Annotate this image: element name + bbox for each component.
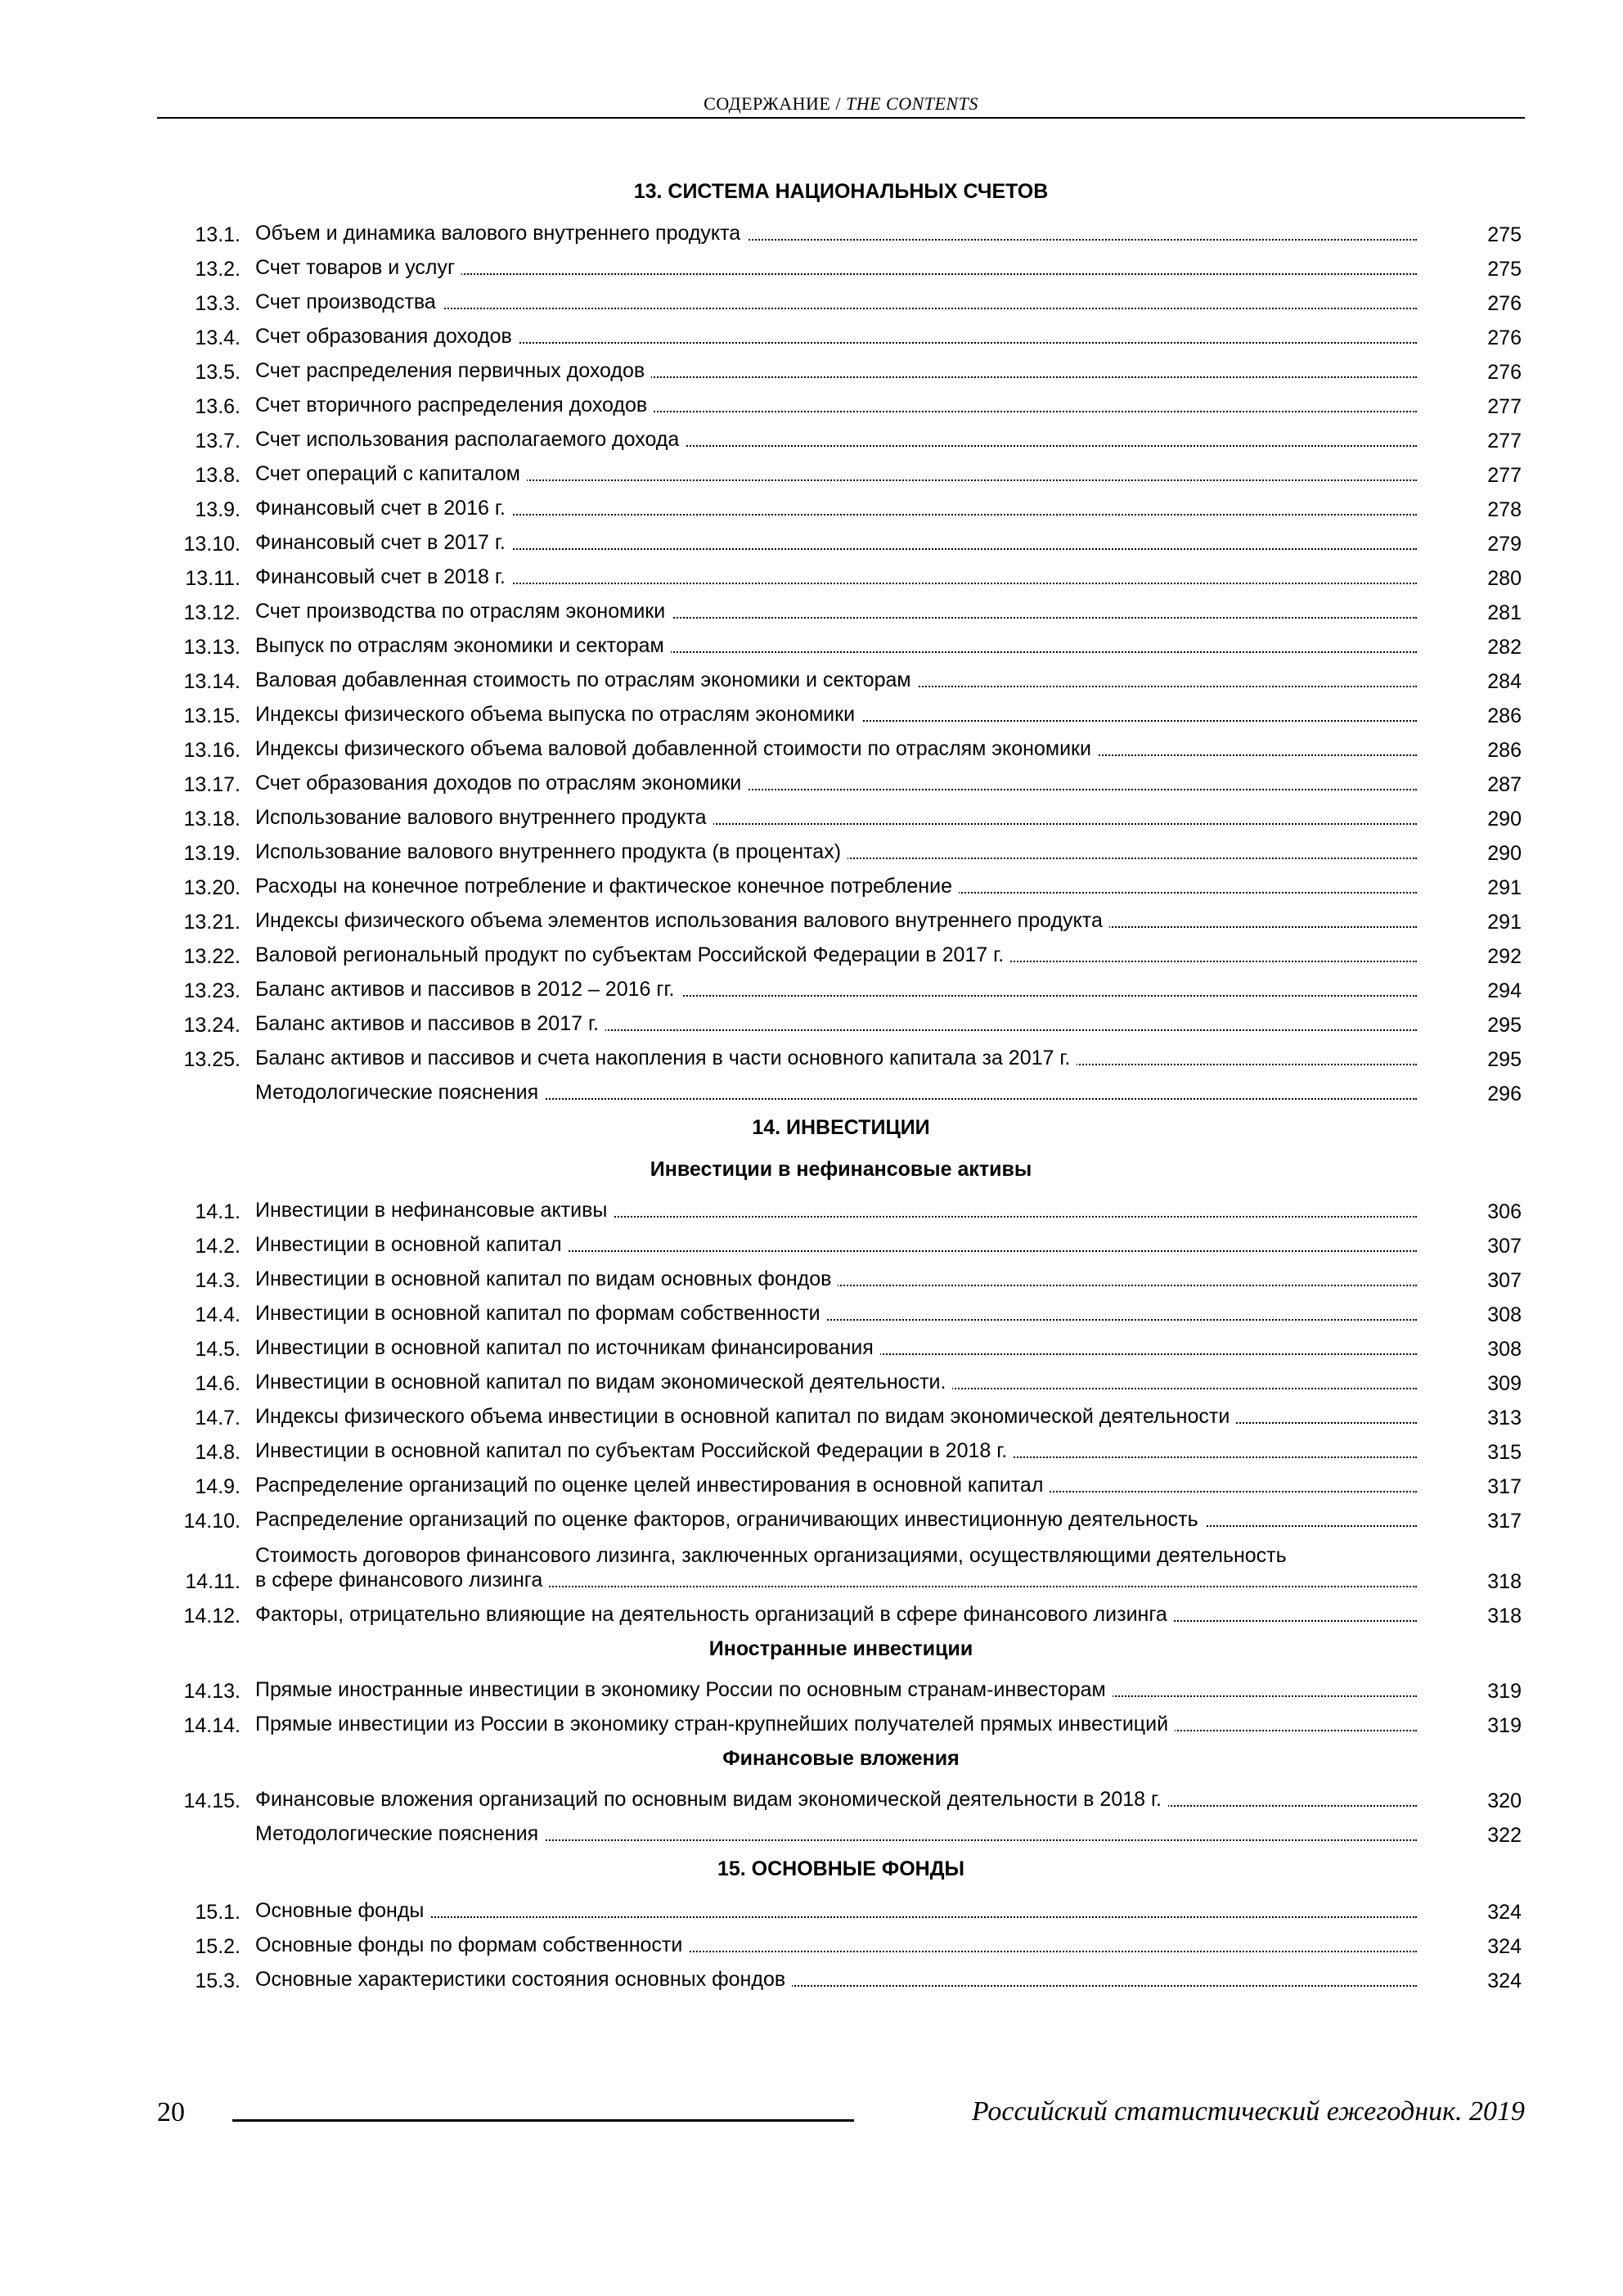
toc-entry-title-leader	[255, 1933, 1417, 1959]
toc-entry[interactable]	[157, 488, 1525, 522]
toc-entry-title: Индексы физического объема элементов использования валового внутреннего продукта	[255, 909, 1109, 932]
toc-entry-page: 278	[1487, 498, 1522, 521]
table-of-contents	[157, 170, 1525, 1993]
toc-entry[interactable]	[157, 1293, 1525, 1327]
toc-entry-title-leader	[255, 1301, 1417, 1327]
toc-entry[interactable]	[157, 1396, 1525, 1430]
toc-entry[interactable]	[157, 213, 1525, 247]
toc-entry-number: 14.13.	[183, 1680, 241, 1703]
toc-entry-title: Баланс активов и пассивов и счета накопления в части основного капитала за 2017 г.	[255, 1047, 1077, 1069]
toc-entry-number: 13.21.	[183, 911, 241, 934]
section-title: 14. ИНВЕСТИЦИИ	[752, 1116, 930, 1139]
toc-entry-title: Объем и динамика валового внутреннего продукта	[255, 222, 747, 245]
toc-entry-number: 13.13.	[183, 636, 241, 659]
toc-entry-title-leader	[255, 496, 1417, 522]
toc-entry-title: Инвестиции в основной капитал по видам экономической деятельности.	[255, 1371, 952, 1393]
toc-entry-page: 317	[1487, 1510, 1522, 1533]
section-title: 15. ОСНОВНЫЕ ФОНДЫ	[717, 1857, 965, 1880]
toc-entry-title: Индексы физического объема выпуска по отраслям экономики	[255, 703, 861, 726]
toc-entry-title: Финансовый счет в 2016 г.	[255, 497, 512, 520]
toc-entry-title-leader	[255, 1046, 1417, 1072]
toc-entry-page: 324	[1487, 1901, 1522, 1924]
toc-entry[interactable]	[157, 934, 1525, 969]
toc-entry[interactable]	[157, 1669, 1525, 1704]
toc-entry-title-leader	[255, 1787, 1417, 1813]
toc-entry-number: 14.11.	[185, 1570, 241, 1593]
toc-entry[interactable]	[157, 1779, 1525, 1813]
toc-entry-page: 308	[1487, 1303, 1522, 1326]
toc-entry-title-leader	[255, 840, 1417, 866]
toc-entry-page: 320	[1487, 1790, 1522, 1812]
toc-entry-page: 295	[1487, 1048, 1522, 1071]
running-head	[157, 93, 1525, 115]
toc-entry-page: 292	[1487, 945, 1522, 968]
toc-entry-page: 294	[1487, 979, 1522, 1002]
toc-entry-title-leader	[255, 874, 1417, 900]
toc-entry-title: Основные фонды	[255, 1899, 430, 1922]
toc-entry[interactable]	[157, 797, 1525, 831]
toc-entry-title: Стоимость договоров финансового лизинга, заключенных организациями, осуществляющими деятельность	[255, 1543, 1417, 1568]
toc-entry[interactable]	[157, 1038, 1525, 1072]
toc-entry-number: 15.2.	[195, 1935, 241, 1958]
toc-entry-number: 13.24.	[183, 1014, 241, 1037]
toc-entry-title: Инвестиции в основной капитал по формам собственности	[255, 1302, 827, 1325]
toc-entry-title-leader	[255, 1198, 1417, 1224]
toc-entry-title-leader	[255, 1011, 1417, 1038]
toc-entry[interactable]	[157, 1594, 1525, 1628]
footer-publication-title: Российский статистический ежегодник. 2019	[971, 2096, 1525, 2127]
toc-entry[interactable]	[157, 1190, 1525, 1224]
toc-entry-number: 15.3.	[195, 1970, 241, 1992]
toc-entry-page: 296	[1487, 1083, 1522, 1105]
toc-entry-title-leader	[255, 1712, 1417, 1738]
toc-entry-title-leader	[255, 805, 1417, 831]
toc-entry-page: 275	[1487, 258, 1522, 281]
toc-entry-page: 291	[1487, 911, 1522, 934]
toc-entry-number: 14.14.	[183, 1714, 241, 1737]
toc-entry-title: Счет производства по отраслям экономики	[255, 600, 672, 623]
toc-entry-title: Выпуск по отраслям экономики и секторам	[255, 634, 671, 657]
toc-entry-number: 13.3.	[195, 292, 241, 315]
toc-entry-title: Счет вторичного распределения доходов	[255, 394, 654, 416]
toc-entry-title: Использование валового внутреннего продукта	[255, 806, 713, 829]
toc-entry[interactable]	[157, 1003, 1525, 1038]
toc-entry-number: 13.22.	[183, 945, 241, 968]
section-title: 13. СИСТЕМА НАЦИОНАЛЬНЫХ СЧЕТОВ	[633, 180, 1049, 203]
toc-entry-number: 13.9.	[195, 498, 241, 521]
toc-entry-title: Методологические пояснения	[255, 1822, 545, 1845]
toc-entry-number: 13.7.	[195, 430, 241, 452]
toc-entry-page: 280	[1487, 567, 1522, 590]
subsection-title: Иностранные инвестиции	[708, 1637, 973, 1660]
toc-entry-title-leader	[255, 908, 1417, 934]
toc-entry-page: 281	[1487, 601, 1522, 624]
toc-entry-page: 277	[1487, 464, 1522, 487]
toc-entry-page: 313	[1487, 1407, 1522, 1429]
toc-entry-title: Использование валового внутреннего продукта (в процентах)	[255, 840, 847, 863]
toc-entry-title-leader	[255, 530, 1417, 556]
toc-entry[interactable]	[157, 900, 1525, 934]
toc-entry[interactable]	[157, 1072, 1525, 1106]
toc-entry-title-leader	[255, 1370, 1417, 1396]
toc-entry-page: 284	[1487, 670, 1522, 693]
toc-entry[interactable]	[157, 419, 1525, 453]
toc-entry-title: Основные характеристики состояния основных фондов	[255, 1968, 792, 1991]
toc-entry-title-leader	[255, 1080, 1417, 1106]
toc-entry-title: Счет операций с капиталом	[255, 462, 527, 485]
toc-entry-number: 13.15.	[183, 705, 241, 727]
running-head-ru: СОДЕРЖАНИЕ /	[704, 93, 846, 114]
toc-entry-number: 14.6.	[195, 1372, 241, 1395]
toc-entry-page: 276	[1487, 361, 1522, 384]
toc-entry-number: 14.7.	[195, 1407, 241, 1429]
toc-entry-number: 14.3.	[195, 1269, 241, 1292]
toc-entry-title-leader	[255, 977, 1417, 1003]
running-head-en: THE CONTENTS	[845, 93, 978, 114]
toc-entry[interactable]	[157, 1327, 1525, 1362]
toc-entry-number: 13.12.	[183, 601, 241, 624]
toc-entry-title-leader	[255, 1335, 1417, 1362]
toc-entry-title: Индексы физического объема инвестиции в основной капитал по видам экономической деятельности	[255, 1405, 1236, 1428]
toc-entry-page: 290	[1487, 808, 1522, 831]
toc-entry[interactable]	[157, 1258, 1525, 1293]
toc-entry-page: 322	[1487, 1824, 1522, 1847]
toc-entry-number: 13.25.	[183, 1048, 241, 1071]
toc-entry-number: 13.5.	[195, 361, 241, 384]
toc-entry-title: Счет образования доходов по отраслям экономики	[255, 772, 748, 795]
toc-entry-title: Факторы, отрицательно влияющие на деятельность организаций в сфере финансового лизинга	[255, 1603, 1174, 1626]
toc-entry[interactable]	[157, 385, 1525, 419]
toc-entry[interactable]	[157, 660, 1525, 694]
toc-entry-title-leader	[255, 1602, 1417, 1628]
toc-entry-title-leader	[255, 1232, 1417, 1258]
toc-entry-title-leader	[255, 461, 1417, 488]
toc-entry-title: Счет образования доходов	[255, 325, 519, 348]
toc-entry-page: 318	[1487, 1605, 1522, 1627]
toc-entry[interactable]	[157, 728, 1525, 763]
toc-entry-number: 13.18.	[183, 808, 241, 831]
toc-entry-title: Индексы физического объема валовой добавленной стоимости по отраслям экономики	[255, 737, 1098, 760]
toc-entry[interactable]	[157, 1813, 1525, 1848]
toc-entry-page: 324	[1487, 1935, 1522, 1958]
toc-entry[interactable]	[157, 1430, 1525, 1465]
toc-entry-title-leader	[255, 290, 1417, 316]
toc-entry-page: 306	[1487, 1200, 1522, 1223]
toc-entry-page: 282	[1487, 636, 1522, 659]
toc-entry-title: Инвестиции в основной капитал по видам основных фондов	[255, 1267, 838, 1290]
toc-entry-page: 309	[1487, 1372, 1522, 1395]
toc-entry-title: Прямые инвестиции из России в экономику стран-крупнейших получателей прямых инвестиций	[255, 1713, 1175, 1736]
toc-entry-page: 319	[1487, 1714, 1522, 1737]
toc-entry[interactable]	[157, 1959, 1525, 1993]
toc-entry-page: 318	[1487, 1570, 1522, 1593]
toc-entry-page: 275	[1487, 223, 1522, 246]
toc-entry[interactable]	[157, 763, 1525, 797]
toc-entry[interactable]	[157, 1465, 1525, 1499]
toc-entry-title: Инвестиции в нефинансовые активы	[255, 1199, 614, 1222]
toc-entry-page: 286	[1487, 705, 1522, 727]
toc-entry-page: 290	[1487, 842, 1522, 865]
toc-entry[interactable]	[157, 1890, 1525, 1925]
toc-entry-number: 13.2.	[195, 258, 241, 281]
toc-entry-title: Финансовый счет в 2017 г.	[255, 531, 512, 554]
toc-entry-page: 307	[1487, 1269, 1522, 1292]
toc-entry-number: 14.8.	[195, 1441, 241, 1464]
toc-entry[interactable]	[157, 1224, 1525, 1258]
toc-entry[interactable]	[157, 969, 1525, 1003]
toc-entry-number: 14.10.	[183, 1510, 241, 1533]
toc-entry-title: Баланс активов и пассивов в 2017 г.	[255, 1012, 605, 1035]
toc-entry-title-leader	[255, 633, 1417, 660]
toc-entry-title: Прямые иностранные инвестиции в экономику России по основным странам-инвесторам	[255, 1678, 1113, 1701]
toc-entry-title-leader	[255, 324, 1417, 350]
toc-entry[interactable]	[157, 453, 1525, 488]
toc-entry-title: Счет распределения первичных доходов	[255, 359, 651, 382]
toc-entry[interactable]	[157, 1925, 1525, 1959]
toc-entry-title-leader	[255, 1473, 1417, 1499]
toc-entry-title-leader	[255, 427, 1417, 453]
toc-entry-title-leader	[255, 943, 1417, 969]
toc-entry-page: 276	[1487, 326, 1522, 349]
toc-entry-number: 13.20.	[183, 876, 241, 899]
toc-entry[interactable]	[157, 1533, 1525, 1594]
toc-entry-title-leader	[255, 668, 1417, 694]
toc-entry[interactable]	[157, 1362, 1525, 1396]
toc-entry-number: 13.4.	[195, 326, 241, 349]
toc-entry-title: Валовой региональный продукт по субъектам Российской Федерации в 2017 г.	[255, 943, 1010, 966]
toc-entry-page: 315	[1487, 1441, 1522, 1464]
toc-entry-title-leader	[255, 1438, 1417, 1465]
toc-entry-title: Баланс активов и пассивов в 2012 – 2016 гг.	[255, 978, 681, 1001]
toc-entry[interactable]	[157, 316, 1525, 350]
toc-entry[interactable]	[157, 694, 1525, 728]
toc-entry-page: 286	[1487, 739, 1522, 762]
toc-entry-title: Расходы на конечное потребление и фактическое конечное потребление	[255, 875, 959, 898]
toc-entry-number: 14.15.	[183, 1790, 241, 1812]
toc-entry-title-leader	[255, 1543, 1417, 1594]
toc-entry-title-leader	[255, 393, 1417, 419]
toc-entry-title-leader	[255, 1677, 1417, 1704]
toc-entry-number: 14.4.	[195, 1303, 241, 1326]
toc-entry-title: Счет использования располагаемого дохода	[255, 428, 686, 451]
toc-entry-number: 13.19.	[183, 842, 241, 865]
toc-entry[interactable]	[157, 831, 1525, 866]
toc-entry-number: 14.12.	[183, 1605, 241, 1627]
toc-entry-title: Финансовый счет в 2018 г.	[255, 565, 512, 588]
toc-entry-number: 14.1.	[195, 1200, 241, 1223]
footer-page-number: 20	[157, 2097, 185, 2127]
toc-entry-number: 13.10.	[183, 533, 241, 556]
toc-entry-title-leader	[255, 599, 1417, 625]
toc-entry-number: 13.6.	[195, 395, 241, 418]
footer-rule	[232, 2119, 854, 2122]
toc-entry-title: Распределение организаций по оценке целей инвестирования в основной капитал	[255, 1474, 1050, 1497]
toc-entry[interactable]	[157, 625, 1525, 660]
toc-entry-title: Методологические пояснения	[255, 1081, 545, 1104]
toc-entry-title-leader	[255, 1821, 1417, 1848]
toc-entry-title-leader	[255, 1967, 1417, 1993]
toc-entry-title: Финансовые вложения организаций по основным видам экономической деятельности в 2018 г.	[255, 1788, 1168, 1811]
toc-entry-page: 319	[1487, 1680, 1522, 1703]
toc-entry-page: 287	[1487, 773, 1522, 796]
toc-entry-number: 13.11.	[185, 567, 241, 590]
toc-entry-title-leader	[255, 358, 1417, 385]
toc-entry-number: 13.23.	[183, 979, 241, 1002]
toc-entry-title-leader	[255, 1898, 1417, 1925]
toc-entry-page: 308	[1487, 1338, 1522, 1361]
toc-entry-number: 15.1.	[195, 1901, 241, 1924]
toc-entry[interactable]	[157, 247, 1525, 281]
toc-entry-title: Валовая добавленная стоимость по отраслям экономики и секторам	[255, 669, 918, 691]
toc-entry[interactable]	[157, 866, 1525, 900]
toc-entry-title-leader	[255, 702, 1417, 728]
toc-entry-title-leader	[255, 565, 1417, 591]
toc-entry-title: Распределение организаций по оценке факторов, ограничивающих инвестиционную деятельность	[255, 1508, 1205, 1531]
toc-entry-page: 324	[1487, 1970, 1522, 1992]
toc-entry-page: 307	[1487, 1235, 1522, 1258]
toc-entry-number: 13.14.	[183, 670, 241, 693]
toc-entry-number: 13.17.	[183, 773, 241, 796]
toc-entry-title-leader	[255, 255, 1417, 281]
toc-entry[interactable]	[157, 350, 1525, 385]
toc-entry-page: 276	[1487, 292, 1522, 315]
toc-entry-title-leader	[255, 1404, 1417, 1430]
toc-entry-title: Инвестиции в основной капитал	[255, 1233, 569, 1256]
toc-entry-page: 291	[1487, 876, 1522, 899]
toc-entry-title: Инвестиции в основной капитал по источникам финансирования	[255, 1336, 880, 1359]
toc-entry[interactable]	[157, 281, 1525, 316]
toc-entry-title-leader	[255, 221, 1417, 247]
toc-entry-title: Инвестиции в основной капитал по субъектам Российской Федерации в 2018 г.	[255, 1439, 1014, 1462]
toc-entry-number: 13.16.	[183, 739, 241, 762]
toc-entry-page: 277	[1487, 395, 1522, 418]
toc-entry[interactable]	[157, 1499, 1525, 1533]
toc-entry-title: Основные фонды по формам собственности	[255, 1934, 689, 1956]
toc-entry-title-continued: в сфере финансового лизинга	[255, 1569, 549, 1591]
toc-entry[interactable]	[157, 556, 1525, 591]
subsection-title: Финансовые вложения	[722, 1747, 960, 1770]
toc-entry-number: 14.2.	[195, 1235, 241, 1258]
toc-entry-number: 13.8.	[195, 464, 241, 487]
toc-entry-number: 14.9.	[195, 1475, 241, 1498]
toc-entry-title-leader	[255, 771, 1417, 797]
toc-entry[interactable]	[157, 522, 1525, 556]
subsection-title: Инвестиции в нефинансовые активы	[650, 1158, 1032, 1181]
toc-entry[interactable]	[157, 591, 1525, 625]
toc-entry-title-leader	[255, 1507, 1417, 1533]
toc-entry-page: 317	[1487, 1475, 1522, 1498]
header-rule	[157, 117, 1525, 119]
toc-entry-title: Счет производства	[255, 290, 443, 313]
toc-entry-page: 277	[1487, 430, 1522, 452]
toc-entry-title-leader	[255, 1267, 1417, 1293]
toc-entry-page: 279	[1487, 533, 1522, 556]
toc-entry[interactable]	[157, 1704, 1525, 1738]
toc-entry-number: 13.1.	[195, 223, 241, 246]
toc-entry-page: 295	[1487, 1014, 1522, 1037]
toc-entry-title: Счет товаров и услуг	[255, 256, 461, 279]
toc-entry-title-leader	[255, 736, 1417, 763]
toc-entry-number: 14.5.	[195, 1338, 241, 1361]
